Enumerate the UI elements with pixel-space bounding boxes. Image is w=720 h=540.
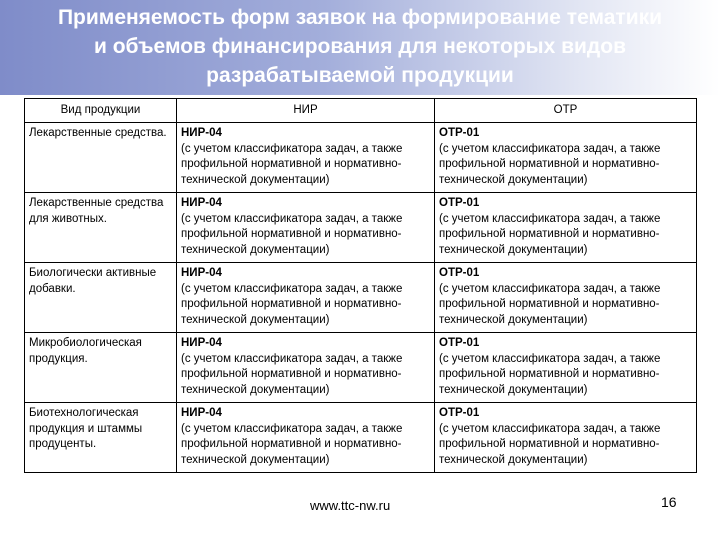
table-row [25, 193, 697, 263]
nir-description: (с учетом классификатора задач, а также профильной нормативной и нормативно-технической документации) [181, 212, 403, 256]
table-header-row [25, 99, 697, 123]
nir-code: НИР-04 [181, 197, 222, 209]
otr-description: (с учетом классификатора задач, а также профильной нормативной и нормативно-технической документации) [439, 422, 661, 466]
otr-code: ОТР-01 [439, 407, 480, 419]
nir-code: НИР-04 [181, 407, 222, 419]
otr-description: (с учетом классификатора задач, а также профильной нормативной и нормативно-технической документации) [439, 142, 661, 186]
nir-cell [177, 333, 435, 403]
product-cell: Лекарственные средства. [25, 123, 177, 193]
header-otr: ОТР [435, 99, 697, 123]
otr-code: ОТР-01 [439, 267, 480, 279]
nir-description: (с учетом классификатора задач, а также профильной нормативной и нормативно-технической документации) [181, 422, 403, 466]
applicability-table [24, 98, 697, 473]
otr-cell [435, 403, 697, 473]
slide-title-line-1: Применяемость форм заявок на формирование тематики [57, 6, 663, 29]
nir-code: НИР-04 [181, 267, 222, 279]
otr-code: ОТР-01 [439, 337, 480, 349]
nir-cell [177, 123, 435, 193]
nir-code: НИР-04 [181, 127, 222, 139]
page-number: 16 [661, 494, 677, 510]
product-cell: Биотехнологическая продукция и штаммы продуценты. [25, 403, 177, 473]
slide-title-line-3: разрабатываемой продукции [206, 64, 514, 87]
nir-cell [177, 263, 435, 333]
otr-description: (с учетом классификатора задач, а также профильной нормативной и нормативно-технической документации) [439, 352, 661, 396]
nir-description: (с учетом классификатора задач, а также профильной нормативной и нормативно-технической документации) [181, 352, 403, 396]
otr-cell [435, 123, 697, 193]
slide-title [0, 3, 720, 90]
otr-cell [435, 333, 697, 403]
header-nir: НИР [177, 99, 435, 123]
product-cell: Биологически активные добавки. [25, 263, 177, 333]
otr-code: ОТР-01 [439, 197, 480, 209]
product-cell: Лекарственные средства для животных. [25, 193, 177, 263]
table-row [25, 403, 697, 473]
otr-cell [435, 193, 697, 263]
table-row [25, 263, 697, 333]
otr-description: (с учетом классификатора задач, а также профильной нормативной и нормативно-технической документации) [439, 212, 661, 256]
nir-code: НИР-04 [181, 337, 222, 349]
header-product-type: Вид продукции [25, 99, 177, 123]
table-row [25, 333, 697, 403]
nir-description: (с учетом классификатора задач, а также профильной нормативной и нормативно-технической документации) [181, 142, 403, 186]
nir-description: (с учетом классификатора задач, а также профильной нормативной и нормативно-технической документации) [181, 282, 403, 326]
product-cell: Микробиологическая продукция. [25, 333, 177, 403]
nir-cell [177, 193, 435, 263]
footer-url: www.ttc-nw.ru [310, 498, 391, 513]
table-row [25, 123, 697, 193]
otr-cell [435, 263, 697, 333]
otr-description: (с учетом классификатора задач, а также профильной нормативной и нормативно-технической документации) [439, 282, 661, 326]
nir-cell [177, 403, 435, 473]
slide-title-line-2: и объемов финансирования для некоторых видов [93, 35, 627, 58]
otr-code: ОТР-01 [439, 127, 480, 139]
